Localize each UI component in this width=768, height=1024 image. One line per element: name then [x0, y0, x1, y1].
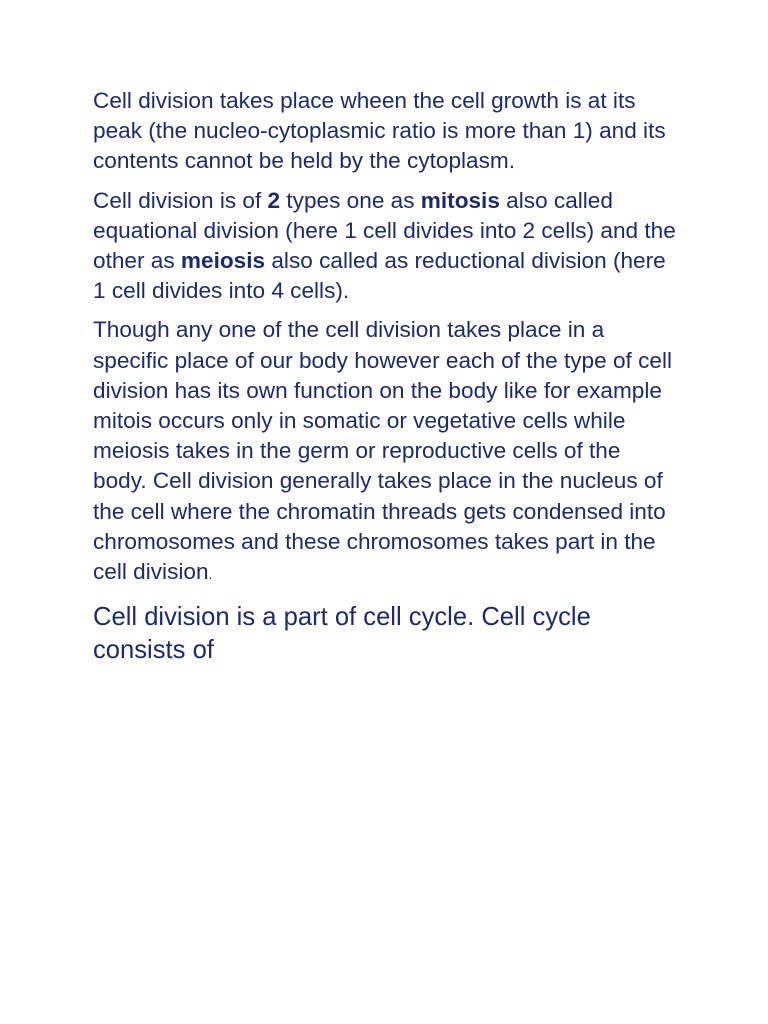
function-text-period: .: [208, 566, 213, 583]
paragraph-cell-division-types: [93, 186, 678, 307]
meiosis-term-bold: meiosis: [180, 248, 266, 274]
function-text: Though any one of the cell division takes place in a specific place of our body however each of the type of cell division has its own function on the body like for example mitois occurs only in somatic or vegetative cells while meiosis takes in the germ or reproductive cells of the body. Cell division generally takes place in the nucleus of the cell where the chromatin threads gets condensed into chromosomes and these chromosomes takes part in the cell division: [93, 317, 672, 585]
types-text-3: also called equational division (here 1 cell divides into 2 cells) and the other as: [93, 187, 676, 274]
types-count-bold: 2: [267, 187, 281, 213]
types-text-2: types one as: [280, 187, 421, 213]
paragraph-cell-division-function: [93, 315, 678, 589]
types-text-4: also called as reductional division (here 1 cell divides into 4 cells).: [93, 248, 666, 304]
paragraph-cell-division-timing: Cell division takes place wheen the cell growth is at its peak (the nucleo-cytoplasmic ratio is more than 1) and its contents cannot be held by the cytoplasm.: [93, 88, 666, 174]
types-text-1: Cell division is of: [93, 187, 268, 213]
paragraph-cell-cycle: Cell division is a part of cell cycle. Cell cycle consists of: [93, 603, 591, 665]
mitosis-term-bold: mitosis: [420, 187, 500, 213]
